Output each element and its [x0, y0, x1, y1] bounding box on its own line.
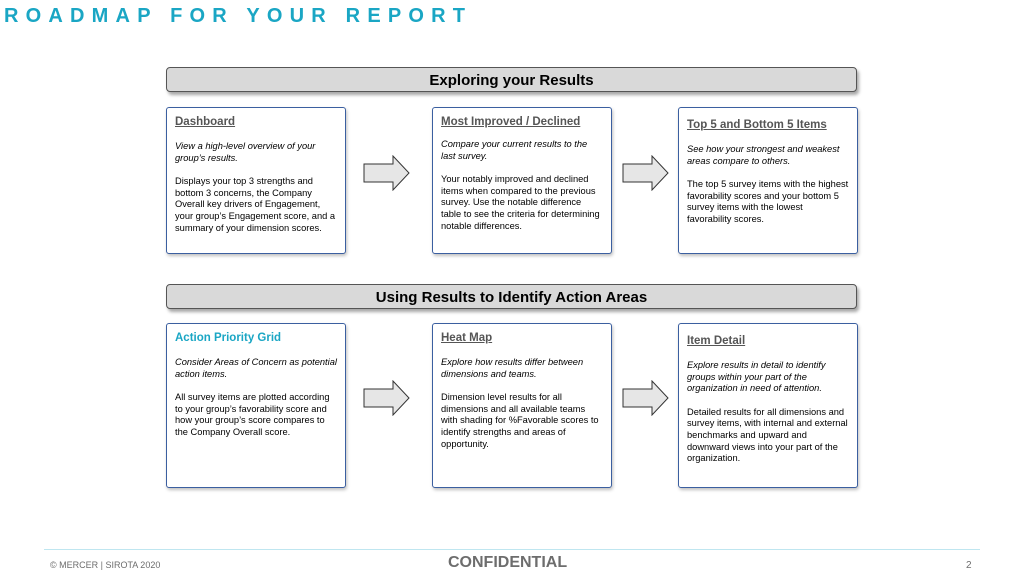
right-arrow-icon [622, 155, 670, 191]
section-band-exploring-results: Exploring your Results [166, 67, 857, 92]
page-title: ROADMAP FOR YOUR REPORT [4, 5, 473, 27]
card-heading[interactable]: Action Priority Grid [175, 332, 282, 344]
card-heading[interactable]: Item Detail [687, 335, 746, 347]
footer-copyright: © MERCER | SIROTA 2020 [50, 560, 161, 570]
right-arrow-icon [363, 380, 411, 416]
card-body: Detailed results for all dimensions and survey items, with internal and external benchmarks and upward and downward views into your part of the organization. [687, 406, 848, 464]
section-band-action-areas: Using Results to Identify Action Areas [166, 284, 857, 309]
right-arrow-icon [363, 155, 411, 191]
card-most-improved-declined[interactable] [432, 107, 612, 254]
right-arrow-icon [622, 380, 670, 416]
footer-divider [44, 549, 980, 550]
card-top-bottom-items[interactable] [678, 107, 858, 254]
card-subtitle: Explore results in detail to identify groups within your part of the organization in need of attention. [687, 360, 826, 394]
card-heading[interactable]: Heat Map [441, 332, 493, 344]
card-body: Dimension level results for all dimensions and all available teams with shading for %Favorable scores to identify strengths and areas of opportunity. [441, 392, 599, 449]
card-subtitle: Consider Areas of Concern as potential action items. [175, 357, 337, 379]
card-heading[interactable]: Dashboard [175, 116, 236, 128]
card-subtitle: Explore how results differ between dimensions and teams. [441, 357, 584, 379]
card-body: The top 5 survey items with the highest favorability scores and your bottom 5 survey items with the lowest favorability scores. [687, 179, 849, 224]
card-body: All survey items are plotted according to your group’s favorability score and how your group’s score compares to the Company Overall score. [175, 392, 330, 437]
card-body: Displays your top 3 strengths and bottom 3 concerns, the Company Overall key drivers of Engagement, your group’s Engagement score, and a summary of your dimension scores. [175, 176, 336, 233]
card-subtitle: Compare your current results to the last survey. [441, 139, 588, 161]
card-action-priority-grid[interactable] [166, 323, 346, 488]
footer-confidential-label: CONFIDENTIAL [448, 554, 568, 571]
card-heading[interactable]: Most Improved / Declined [441, 116, 581, 128]
page-number: 2 [966, 560, 972, 571]
card-dashboard[interactable] [166, 107, 346, 254]
card-heading[interactable]: Top 5 and Bottom 5 Items [687, 119, 827, 131]
card-body: Your notably improved and declined items when compared to the previous survey. Use the notable difference table to see the criteria for determining notable differences. [441, 174, 600, 231]
card-heat-map[interactable] [432, 323, 612, 488]
card-item-detail[interactable] [678, 323, 858, 488]
card-subtitle: See how your strongest and weakest areas compare to others. [687, 144, 840, 166]
card-subtitle: View a high-level overview of your group’s results. [175, 141, 316, 163]
